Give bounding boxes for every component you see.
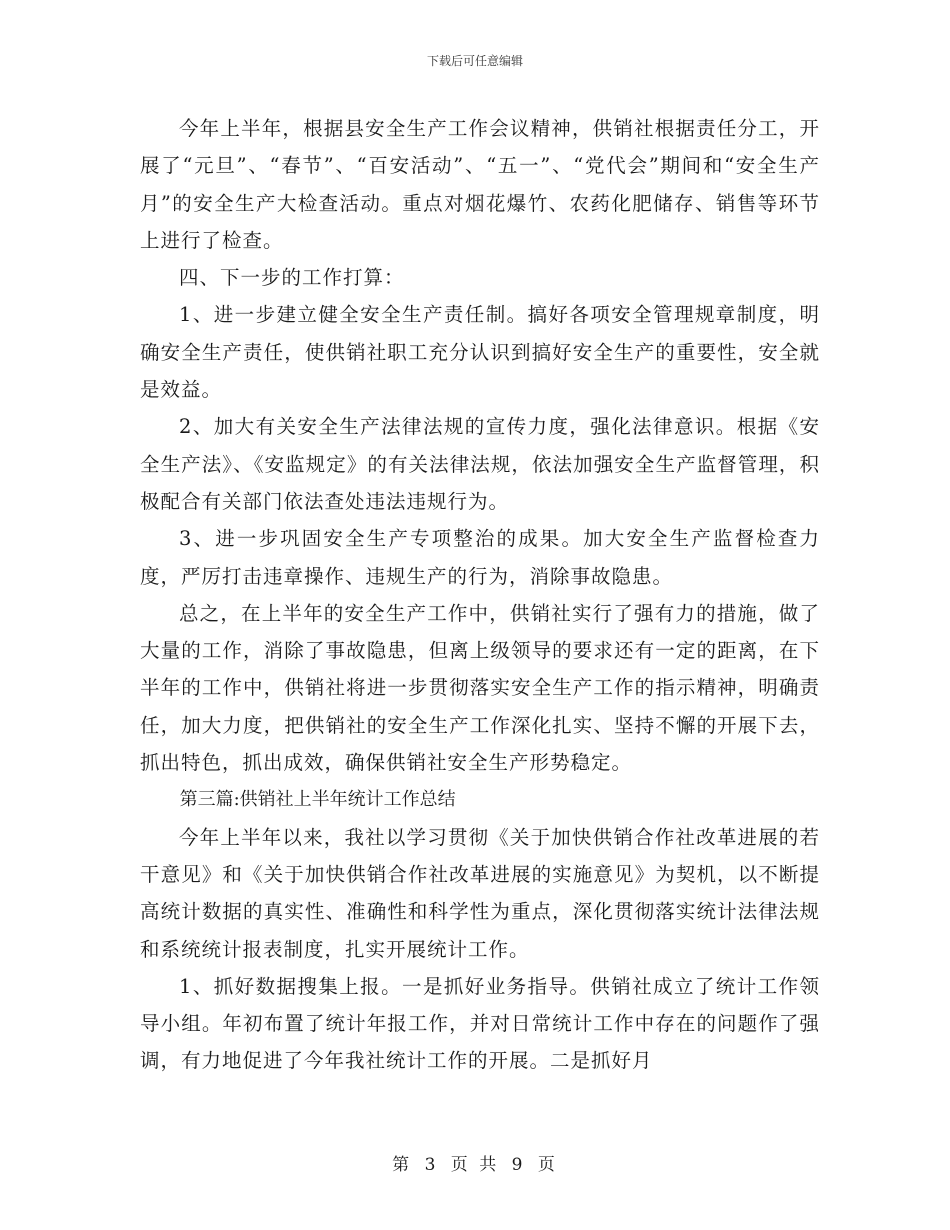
- paragraph: 总之，在上半年的安全生产工作中，供销社实行了强有力的措施，做了大量的工作，消除了事故隐患，但离上级领导的要求还有一定的距离，在下半年的工作中，供销社将进一步贯彻落实安全生产工作的指示精神，明确责任，加大力度，把供销社的安全生产工作深化扎实、坚持不懈的开展下去，抓出特色，抓出成效，确保供销社安全生产形势稳定。: [140, 601, 820, 775]
- page-header: 下载后可任意编辑: [426, 54, 523, 68]
- paragraph: 今年上半年，根据县安全生产工作会议精神，供销社根据责任分工，开展了“元旦”、“春节”、“百安活动”、“五一”、“党代会”期间和“安全生产月”的安全生产大检查活动。重点对烟花爆竹、农药化肥储存、销售等环节上进行了检查。: [140, 117, 820, 252]
- total-pages-number: 9: [511, 1155, 526, 1175]
- section-heading: 第三篇:供销社上半年统计工作总结: [179, 789, 456, 811]
- footer-label-of: 页 共: [450, 1155, 500, 1175]
- paragraph: 1、抓好数据搜集上报。一是抓好业务指导。供销社成立了统计工作领导小组。年初布置了统计年报工作，并对日常统计工作中存在的问题作了强调，有力地促进了今年我社统计工作的开展。二是抓好月: [140, 974, 820, 1073]
- footer-label-page: 第: [392, 1155, 413, 1175]
- page-footer: [0, 1150, 950, 1175]
- paragraph: 3、进一步巩固安全生产专项整治的成果。加大安全生产监督检查力度，严厉打击违章操作、违规生产的行为，消除事故隐患。: [140, 527, 820, 588]
- paragraph: 2、加大有关安全生产法律法规的宣传力度，强化法律意识。根据《安全生产法》、《安监规定》的有关法律法规，依法加强安全生产监督管理，积极配合有关部门依法查处违法违规行为。: [140, 415, 820, 513]
- paragraph: 今年上半年以来，我社以学习贯彻《关于加快供销合作社改革进展的若干意见》和《关于加快供销合作社改革进展的实施意见》为契机，以不断提高统计数据的真实性、准确性和科学性为重点，深化贯彻落实统计法律法规和系统统计报表制度，扎实开展统计工作。: [140, 825, 820, 961]
- footer-label-pages: 页: [537, 1155, 558, 1175]
- document-body: [140, 110, 820, 1080]
- paragraph: 四、下一步的工作打算：: [179, 266, 405, 290]
- current-page-number: 3: [424, 1155, 439, 1175]
- paragraph: 1、进一步建立健全安全生产责任制。搞好各项安全管理规章制度，明确安全生产责任，使供销社职工充分认识到搞好安全生产的重要性，安全就是效益。: [140, 303, 820, 402]
